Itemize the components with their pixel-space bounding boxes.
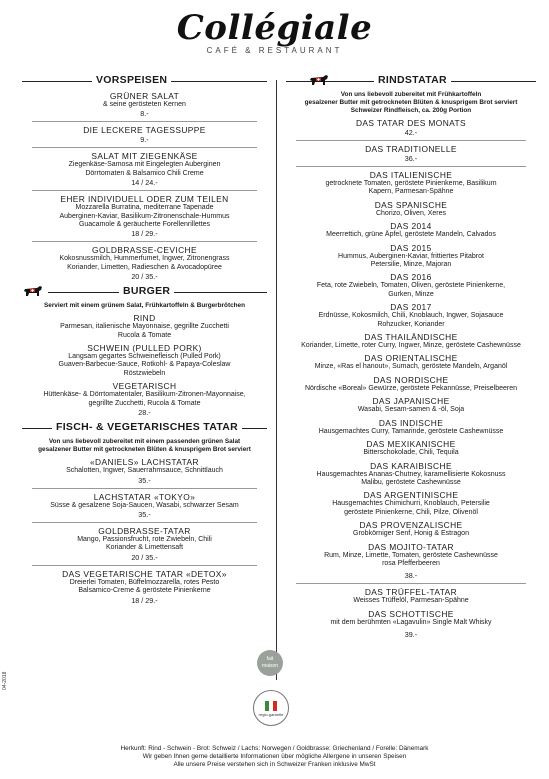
separator bbox=[32, 147, 257, 148]
menu-item bbox=[286, 375, 536, 393]
menu-item-price: 9.- bbox=[140, 135, 149, 145]
section-title: RINDSTATAR bbox=[374, 74, 451, 86]
separator bbox=[32, 488, 257, 489]
menu-item bbox=[286, 332, 536, 350]
menu-item bbox=[22, 457, 267, 484]
swiss-flag-icon bbox=[265, 701, 277, 711]
menu-item bbox=[22, 381, 267, 417]
menu-item-desc: Hausgemachtes Chimichurri, Knoblauch, Petersilie geröstete Pinienkerne, Chili, Pilze, Olivenöl bbox=[332, 500, 490, 516]
menu-item bbox=[286, 221, 536, 239]
menu-item-desc: getrocknete Tomaten, geröstete Pinienkerne, Basilikum Kapern, Parmesan-Spähne bbox=[325, 180, 497, 196]
separator bbox=[32, 190, 257, 191]
footer-prices: Alle unsere Preise verstehen sich in Schweizer Franken inklusive MwSt bbox=[173, 761, 376, 768]
menu-item-price: 36.- bbox=[404, 154, 418, 163]
menu-item-name: DAS MEXIKANISCHE bbox=[366, 439, 456, 450]
menu-item bbox=[286, 542, 536, 569]
menu-item bbox=[286, 118, 536, 137]
separator bbox=[296, 583, 526, 584]
footer-allergens: Wir geben Ihnen gerne detaillierte Informationen über mögliche Allergene in unseren Speisen bbox=[142, 753, 407, 760]
rind-featured-list bbox=[286, 118, 536, 167]
menu-item-desc: Chorizo, Oliven, Xeres bbox=[375, 209, 447, 217]
menu-item-price: 42.- bbox=[404, 128, 418, 137]
menu-item-desc: & seine gerösteten Kernen bbox=[103, 101, 186, 108]
menu-item-desc: Hausgemachtes Ananas-Chutney, karamellisierte Kokosnuss Malibu, geröstete Cashewnüsse bbox=[316, 470, 506, 486]
rind-extras-price: 39.- bbox=[404, 630, 418, 640]
menu-item-price: 35.- bbox=[138, 475, 151, 485]
menu-item-name: RIND bbox=[133, 313, 156, 324]
brand-subtitle: CAFÉ & RESTAURANT bbox=[206, 46, 343, 55]
regio-garantie-badge: regio-garantie bbox=[253, 690, 289, 726]
section-header-burger bbox=[22, 285, 267, 299]
menu-item-name: DAS VEGETARISCHE TATAR «DETOX» bbox=[62, 568, 227, 579]
menu-item bbox=[286, 520, 536, 538]
menu-item-price: 18 / 29.- bbox=[131, 595, 158, 605]
menu-item-name: DAS NORDISCHE bbox=[373, 374, 449, 385]
separator bbox=[32, 522, 257, 523]
menu-item bbox=[286, 396, 536, 414]
fisch-intro: Von uns liebevoll zubereitet mit einem passenden grünen Salat gesalzener Butter mit getrockneten Blüten & knusprigem Brot serviert bbox=[38, 438, 251, 454]
menu-item-name: «DANIELS» LACHSTATAR bbox=[90, 457, 199, 468]
menu-item-name: DAS ARGENTINISCHE bbox=[363, 490, 459, 501]
menu-item-desc: Süsse & gesalzene Soja-Saucen, Wasabi, schwarzer Sesam bbox=[50, 501, 239, 509]
menu-item bbox=[286, 461, 536, 488]
menu-item-name: DAS JAPANISCHE bbox=[372, 396, 450, 407]
menu-item-name: DAS PROVENZALISCHE bbox=[359, 520, 463, 531]
rind-extras-list bbox=[286, 587, 536, 627]
left-column bbox=[22, 72, 267, 608]
swiss-cow-icon bbox=[22, 285, 44, 298]
menu-item bbox=[286, 587, 536, 605]
menu-item-price: 20 / 35.- bbox=[131, 552, 158, 562]
swiss-cow-icon bbox=[308, 74, 330, 87]
menu-item-name: GOLDBRASSE-CEVICHE bbox=[92, 245, 197, 256]
footer bbox=[0, 745, 549, 769]
section-header-fisch bbox=[22, 421, 267, 435]
menu-item-desc: Kokosnussmilch, Hummerfumet, Ingwer, Zitronengrass Koriander, Limetten, Radieschen & Avocadopüree bbox=[59, 255, 230, 271]
fait-maison-badge: fait maison bbox=[257, 650, 283, 676]
vorspeisen-list bbox=[22, 91, 267, 281]
menu-item-desc: Hausgemachtes Curry, Tamarinde, geröstete Cashewnüsse bbox=[318, 427, 504, 435]
menu-item-desc: Minze, «Ras el hanout», Sumach, geröstete Mandeln, Arganöl bbox=[314, 363, 508, 371]
menu-item-name: DAS THAILÄNDISCHE bbox=[364, 332, 458, 343]
menu-item bbox=[22, 194, 267, 238]
menu-item bbox=[286, 144, 536, 163]
menu-item-name: DAS ORIENTALISCHE bbox=[364, 353, 458, 364]
menu-item bbox=[22, 125, 267, 144]
menu-item bbox=[286, 609, 536, 627]
menu-item bbox=[286, 439, 536, 457]
menu-item-desc: Meerrettich, grüne Äpfel, geröstete Mandeln, Calvados bbox=[326, 231, 496, 239]
right-column bbox=[286, 72, 536, 642]
separator bbox=[32, 121, 257, 122]
menu-item bbox=[286, 272, 536, 299]
column-divider bbox=[276, 80, 277, 680]
menu-item-desc: Mozzarella Burratina, mediterrane Tapenade Auberginen-Kaviar, Basilikum-Zitronenschale-Hummus Guacamole & geräucherte Forellenrillettes bbox=[59, 204, 230, 229]
menu-item-name: DAS 2014 bbox=[390, 221, 432, 232]
menu-item-name: DAS TRÜFFEL-TATAR bbox=[364, 587, 458, 598]
menu-item bbox=[22, 313, 267, 340]
footer-origin: Herkunft: Rind - Schwein - Brot: Schweiz / Lachs: Norwegen / Goldbrasse: Griechenland / Forelle: Dänemark bbox=[120, 745, 429, 752]
menu-item-price: 18 / 29.- bbox=[131, 229, 158, 239]
rind-list bbox=[286, 170, 536, 568]
rind-group-price: 38.- bbox=[404, 571, 418, 581]
menu-item-price: 20 / 35.- bbox=[131, 272, 158, 282]
menu-item-name: LACHSTATAR «TOKYO» bbox=[93, 491, 196, 502]
menu-item-desc: Nördische «Boreal» Gewürze, geröstete Pekannüsse, Preiselbeeren bbox=[304, 384, 518, 392]
separator bbox=[32, 241, 257, 242]
menu-item-desc: Bitterschokolade, Chili, Tequila bbox=[363, 449, 459, 457]
menu-item-name: DAS INDISCHE bbox=[378, 417, 444, 428]
section-header-vorspeisen bbox=[22, 74, 267, 88]
menu-item-desc: Hummus, Auberginen-Kaviar, frittiertes Pitabrot Petersilie, Minze, Majoran bbox=[338, 252, 484, 269]
menu-item bbox=[22, 492, 267, 519]
menu-item-name: DAS SPANISCHE bbox=[374, 199, 448, 210]
print-code: 04-2018 bbox=[2, 671, 8, 690]
fisch-list bbox=[22, 457, 267, 604]
menu-item-price: 14 / 24.- bbox=[131, 178, 158, 188]
menu-item bbox=[22, 151, 267, 187]
menu-item-price: 8.- bbox=[140, 109, 149, 119]
section-header-rindstatar bbox=[286, 74, 536, 88]
menu-item-desc: Mango, Passionsfrucht, rote Zwiebeln, Chili Koriander & Limettensaft bbox=[77, 535, 212, 552]
menu-item bbox=[22, 526, 267, 562]
menu-item-desc: Feta, rote Zwiebeln, Tomaten, Oliven, geröstete Pinienkerne, Gurken, Minze bbox=[316, 282, 506, 298]
menu-item-desc: mit dem berühmten «Lagavulin» Single Malt Whisky bbox=[330, 618, 492, 626]
menu-item-name: DAS 2016 bbox=[390, 272, 432, 283]
menu-item-desc: Rum, Minze, Limette, Tomaten, geröstete Cashewnüsse rosa Pfefferbeeren bbox=[324, 551, 498, 567]
menu-item-name: GRÜNER SALAT bbox=[109, 91, 180, 101]
brand-header bbox=[0, 8, 549, 55]
menu-item bbox=[286, 200, 536, 218]
menu-item bbox=[286, 302, 536, 329]
menu-item-desc: Hüttenkäse- & Dörrtomatentaler, Basilikum-Zitronen-Mayonnaise, gegrillte Zucchetti, Rucola & Tomate bbox=[43, 391, 246, 407]
menu-item bbox=[22, 91, 267, 118]
menu-item-name: GOLDBRASSE-TATAR bbox=[98, 525, 191, 536]
menu-item bbox=[22, 343, 267, 378]
menu-item-price: 28.- bbox=[138, 408, 151, 418]
menu-item-desc: Erdnüsse, Kokosmilch, Chili, Knoblauch, Ingwer, Sojasauce Rohzucker, Koriander bbox=[318, 312, 504, 328]
menu-item bbox=[286, 490, 536, 517]
menu-item bbox=[286, 170, 536, 197]
menu-item-desc: Parmesan, italienische Mayonnaise, gegrillte Zucchetti Rucola & Tomate bbox=[60, 323, 229, 339]
section-title: FISCH- & VEGETARISCHES TATAR bbox=[52, 421, 242, 433]
section-title: VORSPEISEN bbox=[92, 74, 171, 86]
menu-item bbox=[22, 569, 267, 605]
menu-item-name: EHER INDIVIDUELL ODER ZUM TEILEN bbox=[60, 194, 229, 205]
menu-item-name: VEGETARISCH bbox=[112, 381, 177, 392]
menu-item bbox=[22, 245, 267, 281]
menu-item-name: DAS 2017 bbox=[390, 302, 432, 313]
menu-item bbox=[286, 353, 536, 371]
menu-item-desc: Weisses Trüffelöl, Parmesan-Spähne bbox=[353, 597, 469, 605]
rindstatar-intro: Von uns liebevoll zubereitet mit Frühkartoffeln gesalzener Butter mit getrockneten Blüten & knusprigem Brot serviert Schweizer Rindfleisch, ca. 200g Portion bbox=[304, 91, 518, 114]
separator bbox=[296, 140, 526, 141]
menu-item-desc: Grobkörniger Senf, Honig & Estragon bbox=[353, 530, 469, 538]
menu-item-name: SALAT MIT ZIEGENKÄSE bbox=[91, 151, 198, 162]
burger-list bbox=[22, 313, 267, 417]
menu-item-name: DAS SCHOTTISCHE bbox=[368, 608, 454, 619]
menu-item bbox=[286, 418, 536, 436]
menu-item-name: DAS MOJITO-TATAR bbox=[368, 541, 454, 552]
menu-item-desc: Langsam gegartes Schweinefleisch (Pulled Pork) Guaven-Barbecue-Sauce, Rotkohl- & Papaya-Coleslaw Röstzwiebeln bbox=[58, 353, 231, 377]
menu-item-name: DIE LECKERE TAGESSUPPE bbox=[83, 125, 206, 136]
menu-item-name: DAS TRADITIONELLE bbox=[365, 144, 457, 154]
menu-item-desc: Schalotten, Ingwer, Sauerrahmsauce, Schnittlauch bbox=[66, 467, 223, 475]
section-title: BURGER bbox=[119, 285, 174, 297]
menu-item-desc: Wasabi, Sesam-samen & -öl, Soja bbox=[357, 406, 465, 414]
menu-item-name: DAS KARAIBISCHE bbox=[370, 460, 452, 471]
brand-logo: Collégiale bbox=[176, 8, 373, 48]
menu-item-name: DAS TATAR DES MONATS bbox=[355, 118, 467, 128]
menu-item-name: DAS 2015 bbox=[390, 242, 432, 253]
burger-intro: Serviert mit einem grünem Salat, Frühkartoffeln & Burgerbrötchen bbox=[44, 302, 245, 310]
separator bbox=[32, 565, 257, 566]
menu-item-name: DAS ITALIENISCHE bbox=[369, 170, 453, 180]
menu-item-desc: Dreierlei Tomaten, Büffelmozzarella, rotes Pesto Balsamico-Creme & geröstete Pinienkerne bbox=[69, 578, 220, 595]
menu-item-desc: Koriander, Limette, roter Curry, Ingwer, Minze, geröstete Cashewnüsse bbox=[301, 342, 521, 350]
menu-item-name: SCHWEIN (PULLED PORK) bbox=[87, 343, 202, 354]
menu-item-desc: Ziegenkäse-Samosa mit Eingelegten Auberginen Dörrtomaten & Balsamico Chili Creme bbox=[68, 161, 221, 177]
separator bbox=[296, 166, 526, 167]
menu-item bbox=[286, 243, 536, 270]
menu-item-price: 35.- bbox=[138, 509, 151, 519]
